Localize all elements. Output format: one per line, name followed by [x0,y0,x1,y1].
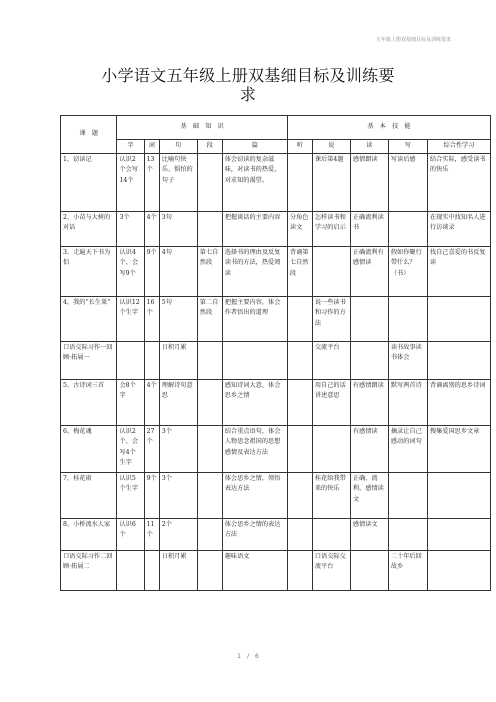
header-note: 五年级上册双基细目标及训练要求 [375,37,451,43]
cell-paragraph [197,518,222,550]
cell-speak: 用自己的话讲述意思 [312,379,350,425]
cell-word: 27个 [144,425,159,472]
table-row [61,296,491,341]
table-row [61,153,491,211]
cell-word [144,550,159,590]
cell-listen [287,550,312,590]
cell-listen [287,153,312,211]
cell-article: 体会窃读的复杂滋味，对读书的热爱，对求知的渴望。 [222,153,287,211]
cell-word: 4个 [144,211,159,246]
table-row [61,246,491,296]
header-basic-knowledge: 基 础 知 识 [117,116,287,140]
cell-sentence: 4句 [159,246,197,296]
cell-word: 13个 [144,153,159,211]
cell-word: 16个 [144,296,159,341]
cell-article: 把握谈话的主要内容 [222,211,287,246]
cell-article [222,341,287,379]
header-comprehensive: 综合性学习 [427,140,490,154]
cell-read [350,341,388,379]
cell-sentence: 日积月累 [159,341,197,379]
cell-read: 正确流利读书 [350,211,388,246]
cell-comprehensive [427,550,490,590]
cell-write [388,296,427,341]
cell-lesson: 4、我的“长生果” [61,296,117,341]
cell-listen: 背诵第七自然段 [287,246,312,296]
cell-write: 二十年后回故乡 [388,550,427,590]
cell-lesson: 3、走遍天下书为侣 [61,246,117,296]
cell-comprehensive [427,472,490,518]
cell-read: 感情朗读 [350,153,388,211]
cell-read [350,296,388,341]
cell-char [117,550,144,590]
cell-comprehensive [427,341,490,379]
header-write: 写 [388,140,427,154]
cell-char [117,341,144,379]
cell-comprehensive: 背诵离别的思乡诗词 [427,379,490,425]
cell-listen [287,425,312,472]
cell-comprehensive: 在现实中找知名人进行访谈录 [427,211,490,246]
cell-read [350,550,388,590]
header-read: 读 [350,140,388,154]
objectives-table [60,115,491,591]
cell-word: 9个 [144,246,159,296]
cell-speak [312,246,350,296]
table-row [61,341,491,379]
cell-comprehensive: 结合实际，感受读书的快乐 [427,153,490,211]
cell-speak: 口语交际交流平台 [312,550,350,590]
cell-article: 把握主要内容，体会作者悟出的道理 [222,296,287,341]
cell-write [388,472,427,518]
cell-sentence: 2个 [159,518,197,550]
cell-listen [287,341,312,379]
cell-speak: 说一些读书和习作的方法 [312,296,350,341]
cell-article: 体会思乡之情的表达方法 [222,518,287,550]
cell-word [144,341,159,379]
cell-comprehensive [427,296,490,341]
cell-read: 有感情读 [350,425,388,472]
cell-lesson: 口语交际习作一回顾·拓展一 [61,341,117,379]
cell-paragraph [197,341,222,379]
header-sentence: 句 [159,140,197,154]
header-word: 词 [144,140,159,154]
cell-write: 默写两首诗 [388,379,427,425]
page-number: 1 / 6 [237,653,259,660]
cell-sentence: 3个 [159,425,197,472]
cell-article: 趣味语文 [222,550,287,590]
table-row [61,379,491,425]
cell-word: 4个 [144,379,159,425]
cell-paragraph [197,550,222,590]
header-article: 篇 [222,140,287,154]
cell-paragraph: 第二自然段 [197,296,222,341]
header-basic-skills: 基 本 技 能 [287,116,490,140]
cell-paragraph [197,379,222,425]
table-row [61,211,491,246]
cell-lesson: 6、梅花魂 [61,425,117,472]
cell-listen [287,296,312,341]
cell-sentence: 比喻句快乐、惧怕的句子 [159,153,197,211]
cell-write [388,211,427,246]
table-row [61,425,491,472]
cell-sentence: 日积月累 [159,550,197,590]
cell-lesson: 口语交际习作二回顾·拓展二 [61,550,117,590]
cell-paragraph [197,153,222,211]
header-listen: 听 [287,140,312,154]
document-title [0,66,496,104]
cell-listen [287,472,312,518]
cell-read: 感情读文 [350,518,388,550]
cell-word: 11个 [144,518,159,550]
cell-speak: 课后第4题 [312,153,350,211]
cell-read: 正确、流利、感情读文 [350,472,388,518]
cell-lesson: 8、小桥流水人家 [61,518,117,550]
cell-char: 认识4个、会写9个 [117,246,144,296]
cell-speak [312,425,350,472]
table-row [61,550,491,590]
cell-article: 结合重点语句，体会人物思念祖国的思想感情及表达方法 [222,425,287,472]
cell-sentence: 3句 [159,211,197,246]
cell-listen [287,518,312,550]
cell-char: 认识2个、会写4个生字 [117,425,144,472]
header-char: 字 [117,140,144,154]
cell-lesson: 1、窃读记 [61,153,117,211]
cell-lesson: 7、桂花雨 [61,472,117,518]
cell-paragraph [197,472,222,518]
cell-speak: 交流平台 [312,341,350,379]
cell-paragraph: 第七自然段 [197,246,222,296]
cell-read: 有感情朗读 [350,379,388,425]
cell-char: 认识5个生字 [117,472,144,518]
title-line-1: 小学语文五年级上册双基细目标及训练要 [101,66,395,85]
cell-write: 读书故事读书体会 [388,341,427,379]
cell-read: 正确流利有感情读 [350,246,388,296]
cell-listen: 分角色读文 [287,211,312,246]
cell-char: 认识6个 [117,518,144,550]
table-row [61,518,491,550]
cell-comprehensive: 找自己喜爱的书反复读 [427,246,490,296]
cell-speak [312,518,350,550]
cell-word: 9个 [144,472,159,518]
cell-article: 体会思乡之情，领悟表达方法 [222,472,287,518]
cell-comprehensive: 搜集爱国思乡文章 [427,425,490,472]
cell-lesson: 5、古诗词三首 [61,379,117,425]
cell-paragraph [197,425,222,472]
cell-char: 认识12个生字 [117,296,144,341]
cell-listen [287,379,312,425]
cell-sentence: 5句 [159,296,197,341]
cell-comprehensive [427,518,490,550]
cell-sentence: 理解诗句意思 [159,379,197,425]
cell-speak: 桂花给我带来的快乐 [312,472,350,518]
cell-lesson: 2、小苗与大树的对话 [61,211,117,246]
table-row [61,472,491,518]
cell-char: 认识2个会写14个 [117,153,144,211]
title-line-2: 求 [239,85,257,104]
cell-speak: 怎样读书和学习的启示 [312,211,350,246]
header-lesson: 课 题 [61,116,117,154]
cell-write: 摘录让自己感动的词句 [388,425,427,472]
cell-char: 会8个字 [117,379,144,425]
cell-article: 感知诗词大意，体会思乡之情 [222,379,287,425]
header-paragraph: 段 [197,140,222,154]
cell-write [388,518,427,550]
cell-write: 写读后感 [388,153,427,211]
header-speak: 说 [312,140,350,154]
cell-sentence: 3个 [159,472,197,518]
cell-write: 假如你聚行带什么？（书） [388,246,427,296]
cell-article: 选择书的理由及反复读书的方法，热爱阅读 [222,246,287,296]
cell-char: 3个 [117,211,144,246]
cell-paragraph [197,211,222,246]
